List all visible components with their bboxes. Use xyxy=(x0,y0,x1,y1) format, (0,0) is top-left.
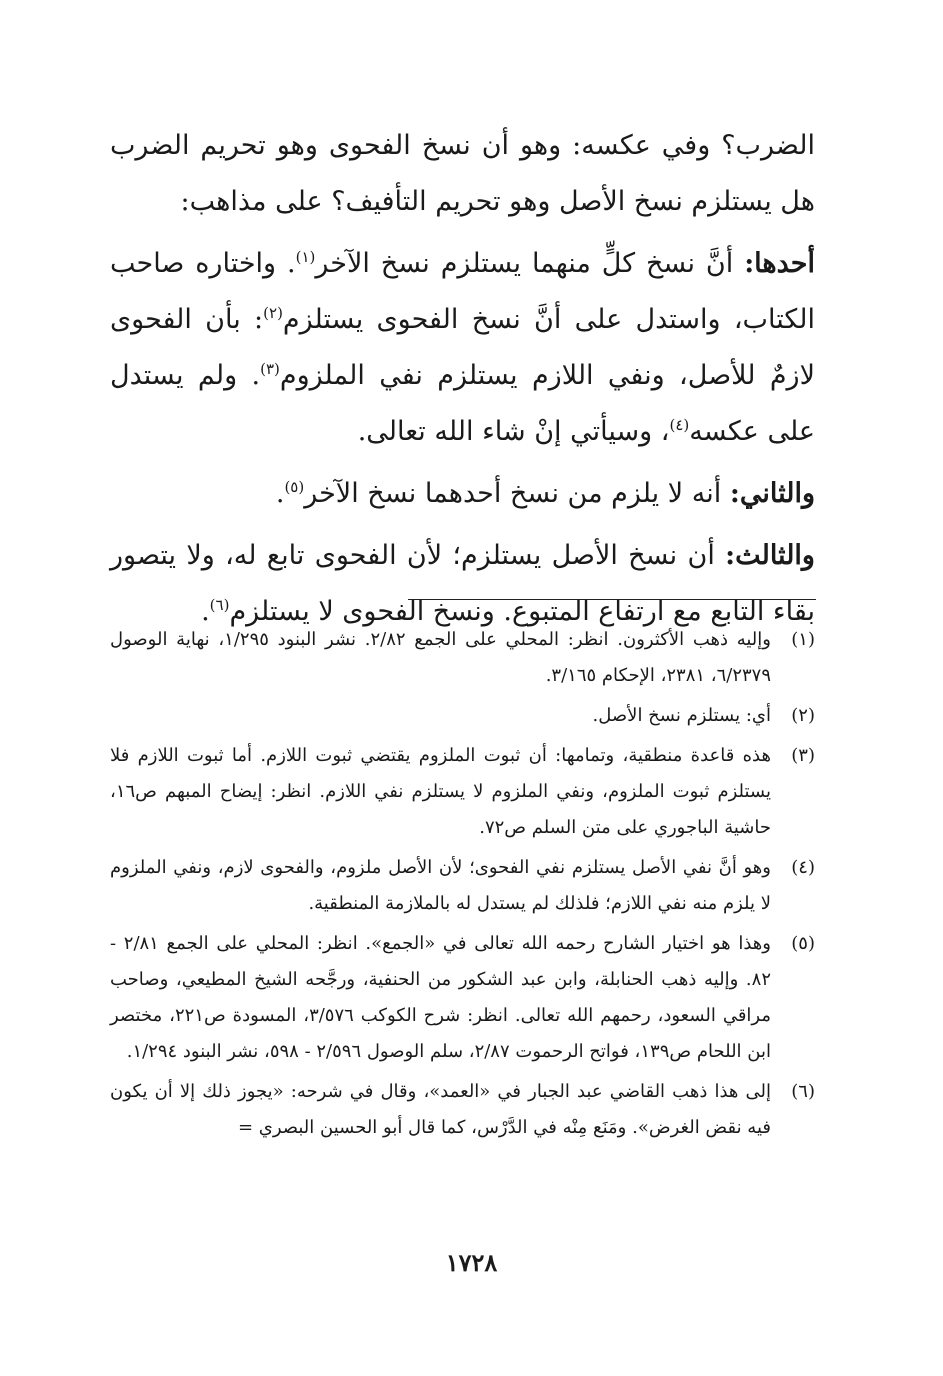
first-opinion-text-e: ، وسيأتي إنْ شاء الله تعالى. xyxy=(357,416,670,447)
footnote-text: وهو أنَّ نفي الأصل يستلزم نفي الفحوى؛ لأن الأصل ملزوم، والفحوى لازم، ونفي الملزوم لا يلزم منه نفي اللازم؛ فلذلك لم يستدل له بالملازمة المنطقية. xyxy=(110,857,771,914)
second-opinion-text-a: أنه لا يلزم من نسخ أحدهما نسخ الآخر xyxy=(304,478,722,509)
footnote-ref-4[interactable]: (٤) xyxy=(669,416,690,434)
footnote-ref-3[interactable]: (٣) xyxy=(260,360,280,378)
intro-paragraph xyxy=(110,118,815,230)
main-text xyxy=(110,118,815,646)
footnote-number: (٢) xyxy=(791,705,815,726)
intro-text: الضرب؟ وفي عكسه: وهو أن نسخ الفحوى وهو تحريم الضرب هل يستلزم نسخ الأصل وهو تحريم التأفيف؟ على مذاهب: xyxy=(110,130,815,217)
footnote-item xyxy=(110,698,815,734)
third-opinion-text-b: . xyxy=(201,596,210,627)
footnote-text: إلى هذا ذهب القاضي عبد الجبار في «العمد»، وقال في شرحه: «يجوز ذلك إلا أن يكون فيه نقض الغرض». ومَنَع مِنْه في الدَّرْس، كما قال أبو الحسين البصري = xyxy=(110,1081,771,1138)
first-opinion-paragraph xyxy=(110,236,815,460)
footnote-item xyxy=(110,622,815,694)
footnote-number: (٦) xyxy=(791,1081,815,1102)
footnote-number: (١) xyxy=(791,629,815,650)
first-opinion-text-c: : بأن الفحوى لازمٌ للأصل، ونفي اللازم يستلزم نفي الملزوم xyxy=(110,304,815,391)
third-opinion-text-a: أن نسخ الأصل يستلزم؛ لأن الفحوى تابع له، ولا يتصور بقاء التابع مع ارتفاع المتبوع. ونسخ الفحوى لا يستلزم xyxy=(110,540,815,627)
page-number: ١٧٢٨ xyxy=(445,1248,498,1277)
footnote-item xyxy=(110,926,815,1070)
footnote-item xyxy=(110,738,815,846)
footnotes-section xyxy=(110,622,815,1150)
footnote-text: وإليه ذهب الأكثرون. انظر: المحلي على الجمع ٢/٨٢. نشر البنود ١/٢٩٥، نهاية الوصول ٦/٢٣٧٩، ٢٣٨١، الإحكام ٣/١٦٥. xyxy=(110,629,771,686)
second-opinion-text-b: . xyxy=(275,478,285,509)
footnote-text: هذه قاعدة منطقية، وتمامها: أن ثبوت الملزوم يقتضي ثبوت اللازم. أما ثبوت اللازم فلا يستلزم ثبوت الملزوم، ونفي الملزوم لا يستلزم نفي اللازم. انظر: إيضاح المبهم ص١٦، حاشية الباجوري على متن السلم ص٧٢. xyxy=(110,745,771,838)
footnote-divider xyxy=(408,599,816,600)
third-opinion-label: والثالث: xyxy=(725,540,815,571)
footnote-ref-5[interactable]: (٥) xyxy=(284,478,305,496)
second-opinion-label: والثاني: xyxy=(729,478,815,509)
footnote-ref-2[interactable]: (٢) xyxy=(263,304,283,322)
footnote-number: (٣) xyxy=(791,745,815,766)
footnote-item xyxy=(110,1074,815,1146)
first-opinion-text-a: أنَّ نسخ كلٍّ منهما يستلزم نسخ الآخر xyxy=(315,248,734,279)
footnote-item xyxy=(110,850,815,922)
footnote-text: أي: يستلزم نسخ الأصل. xyxy=(592,705,771,726)
footnote-ref-1[interactable]: (١) xyxy=(295,248,316,266)
footnote-text: وهذا هو اختيار الشارح رحمه الله تعالى في «الجمع». انظر: المحلي على الجمع ٢/٨١ - ٨٢. وإليه ذهب الحنابلة، وابن عبد الشكور من الحنفية، ورجَّحه الشيخ المطيعي، وصاحب مراقي السعود، رحمهم الله تعالى. انظر: شرح الكوكب ٣/٥٧٦، المسودة ص٢٢١، مختصر ابن اللحام ص١٣٩، فواتح الرحموت ٢/٨٧، سلم الوصول ٢/٥٩٦ - ٥٩٨، نشر البنود ١/٢٩٤. xyxy=(110,933,772,1062)
first-opinion-text-d: . ولم يستدل على عكسه xyxy=(110,360,815,447)
first-opinion-text-b: . واختاره صاحب الكتاب، واستدل على أنَّ نسخ الفحوى يستلزم xyxy=(110,248,815,335)
footnote-ref-6[interactable]: (٦) xyxy=(209,596,230,614)
second-opinion-paragraph xyxy=(110,466,815,522)
footnote-number: (٤) xyxy=(791,857,815,878)
footnote-number: (٥) xyxy=(791,933,815,954)
first-opinion-label: أحدها: xyxy=(744,248,815,279)
